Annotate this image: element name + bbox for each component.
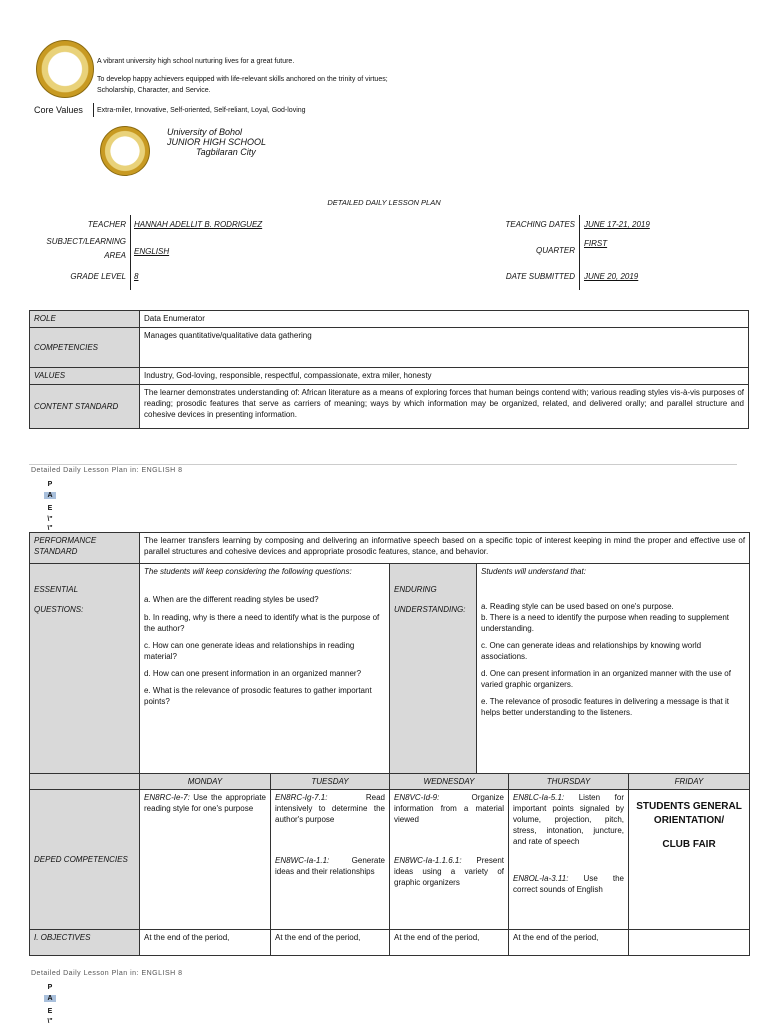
objectives-label: I. OBJECTIVES xyxy=(30,930,140,956)
performance-label-1: PERFORMANCE xyxy=(34,536,97,545)
competency-code: EN8RC-Ie-7: xyxy=(144,793,190,802)
deped-competencies-label: DEPED COMPETENCIES xyxy=(30,790,140,930)
divider xyxy=(93,103,94,117)
competency-text: Listen for important points signaled by volume, projection, pitch, stress, intonation, juncture, and rate of speech xyxy=(513,793,624,846)
mission-line1: To develop happy achievers equipped with life-relevant skills anchored on the trinity of virtues; xyxy=(97,76,388,83)
values-label: VALUES xyxy=(30,368,140,385)
competency-code: EN8LC-Ia-5.1: xyxy=(513,793,565,802)
enduring-understanding-label xyxy=(390,564,477,774)
standards-table xyxy=(29,310,749,429)
tuesday-objective: At the end of the period, xyxy=(271,930,390,956)
mission-line2: Scholarship, Character, and Service. xyxy=(97,87,211,94)
eu-item: c. One can generate ideas and relationships by knowing world associations. xyxy=(481,641,702,661)
friday-line-2: ORIENTATION/ xyxy=(653,815,725,826)
friday-line-3: CLUB FAIR xyxy=(662,839,716,850)
date-submitted-value: JUNE 20, 2019 xyxy=(584,272,639,281)
day-header-tuesday: TUESDAY xyxy=(271,774,390,790)
page-letter: A xyxy=(44,492,56,499)
school-city: Tagbilaran City xyxy=(196,147,256,157)
school-division: JUNIOR HIGH SCHOOL xyxy=(167,137,267,147)
wednesday-competency xyxy=(390,790,509,930)
eq-item: d. How can one present information in an organized manner? xyxy=(144,669,362,678)
subject-label-1: SUBJECT/LEARNING xyxy=(46,237,126,246)
subject-label-2: AREA xyxy=(104,251,126,260)
day-header-wednesday: WEDNESDAY xyxy=(390,774,509,790)
competency-code: EN8WC-Ia-1.1.6.1: xyxy=(394,856,462,865)
essential-questions-label xyxy=(30,564,140,774)
eq-label-1: ESSENTIAL xyxy=(34,585,79,594)
thursday-objective: At the end of the period, xyxy=(509,930,629,956)
competency-code: EN8RC-Ig-7.1: xyxy=(275,793,328,802)
performance-standard-value: The learner transfers learning by composing and delivering an informative speech based on a specific topic of interest keeping in mind the proper and effective use of parallel structures and cohesive devices and appropriate prosodic features, stance, and behavior. xyxy=(140,533,750,564)
grade-value: 8 xyxy=(134,272,139,281)
quarter-value: FIRST xyxy=(584,239,608,248)
eu-item: a. Reading style can be used based on one's purpose. xyxy=(481,602,674,611)
eu-item: e. The relevance of prosodic features in delivering a message is that it helps better understanding to the listeners. xyxy=(481,697,729,717)
role-label: ROLE xyxy=(30,311,140,328)
document-title: DETAILED DAILY LESSON PLAN xyxy=(327,198,441,207)
eu-label-2: UNDERSTANDING: xyxy=(394,605,466,614)
competency-text: Present ideas using a variety of graphic organizers xyxy=(394,856,504,887)
performance-label-2: STANDARD xyxy=(34,547,78,556)
enduring-understanding-cell xyxy=(477,564,750,774)
page-letter: A xyxy=(44,995,56,1002)
eu-intro: Students will understand that: xyxy=(481,567,586,576)
core-values-text: Extra-miler, Innovative, Self-oriented, Self-reliant, Loyal, God-loving xyxy=(97,107,306,114)
values-value: Industry, God-loving, responsible, respectful, compassionate, extra miler, honesty xyxy=(140,368,749,385)
divider xyxy=(130,215,131,290)
content-standard-value: The learner demonstrates understanding of: African literature as a means of exploring forces that human beings contend with; various reading styles vis-à-vis purposes of reading; prosodic features that serve as carriers of meaning; ways by which information may be organized, related, and delivered orally; and parallel structure and cohesive devices in presenting information. xyxy=(140,385,749,429)
day-header-spacer xyxy=(30,774,140,790)
footer-text: Detailed Daily Lesson Plan in: ENGLISH 8 xyxy=(31,467,183,474)
day-header-friday: FRIDAY xyxy=(629,774,750,790)
page-divider xyxy=(29,464,737,465)
footer-text: Detailed Daily Lesson Plan in: ENGLISH 8 xyxy=(31,970,183,977)
competency-code: EN8WC-Ia-1.1: xyxy=(275,856,330,865)
eu-item: b. There is a need to identify the purpose when reading to supplement understanding. xyxy=(481,613,730,633)
thursday-competency xyxy=(509,790,629,930)
lesson-plan-table xyxy=(29,532,750,956)
competency-code: EN8VC-Id-9: xyxy=(394,793,440,802)
page-letter: E xyxy=(47,1008,53,1015)
competencies-label: COMPETENCIES xyxy=(30,328,140,368)
teaching-dates-value: JUNE 17-21, 2019 xyxy=(584,220,650,229)
eq-intro: The students will keep considering the following questions: xyxy=(144,567,352,576)
eq-item: b. In reading, why is there a need to identify what is the purpose of the author? xyxy=(144,613,380,633)
teacher-label: TEACHER xyxy=(87,220,126,229)
monday-objective: At the end of the period, xyxy=(140,930,271,956)
eq-item: a. When are the different reading styles be used? xyxy=(144,595,319,604)
essential-questions-cell xyxy=(140,564,390,774)
role-value: Data Enumerator xyxy=(140,311,749,328)
wednesday-objective: At the end of the period, xyxy=(390,930,509,956)
core-values-label: Core Values xyxy=(34,105,83,115)
competency-text: Read intensively to determine the author's purpose xyxy=(275,793,385,824)
friday-activity xyxy=(629,790,750,930)
university-seal-icon xyxy=(36,40,94,98)
quarter-label: QUARTER xyxy=(536,246,575,255)
competency-text: Use the appropriate reading style for one's purpose xyxy=(144,793,266,813)
grade-label: GRADE LEVEL xyxy=(70,272,126,281)
university-seal-icon xyxy=(100,126,150,176)
day-header-monday: MONDAY xyxy=(140,774,271,790)
eu-item: d. One can present information in an organized manner with the use of varied graphic organizers. xyxy=(481,669,731,689)
vision-text: A vibrant university high school nurturing lives for a great future. xyxy=(97,58,295,65)
competency-text: Generate ideas and their relationships xyxy=(275,856,385,876)
teacher-value: HANNAH ADELLIT B. RODRIGUEZ xyxy=(134,220,263,229)
page-letter: \" xyxy=(47,1018,53,1024)
eq-item: e. What is the relevance of prosodic features to gather important points? xyxy=(144,686,372,706)
day-header-thursday: THURSDAY xyxy=(509,774,629,790)
school-name: University of Bohol xyxy=(167,127,243,137)
page-letter: E xyxy=(47,505,53,512)
performance-standard-label xyxy=(30,533,140,564)
eu-label-1: ENDURING xyxy=(394,585,437,594)
competency-code: EN8OL-Ia-3.11: xyxy=(513,874,569,883)
tuesday-competency xyxy=(271,790,390,930)
eq-item: c. How can one generate ideas and relationships in reading material? xyxy=(144,641,355,661)
friday-line-1: STUDENTS GENERAL xyxy=(636,801,742,812)
divider xyxy=(579,215,580,290)
teaching-dates-label: TEACHING DATES xyxy=(505,220,575,229)
monday-competency xyxy=(140,790,271,930)
eq-label-2: QUESTIONS: xyxy=(34,605,84,614)
page-letter: P xyxy=(47,481,53,488)
page-letter: \" xyxy=(47,525,53,532)
friday-objective xyxy=(629,930,750,956)
date-submitted-label: DATE SUBMITTED xyxy=(505,272,575,281)
subject-value: ENGLISH xyxy=(134,247,170,256)
content-standard-label: CONTENT STANDARD xyxy=(30,385,140,429)
competency-text: Use the correct sounds of English xyxy=(513,874,624,894)
page-letter: \" xyxy=(47,516,53,523)
competencies-value: Manages quantitative/qualitative data gathering xyxy=(140,328,749,368)
competency-text: Organize information from a material viewed xyxy=(394,793,504,824)
page-letter: P xyxy=(47,984,53,991)
